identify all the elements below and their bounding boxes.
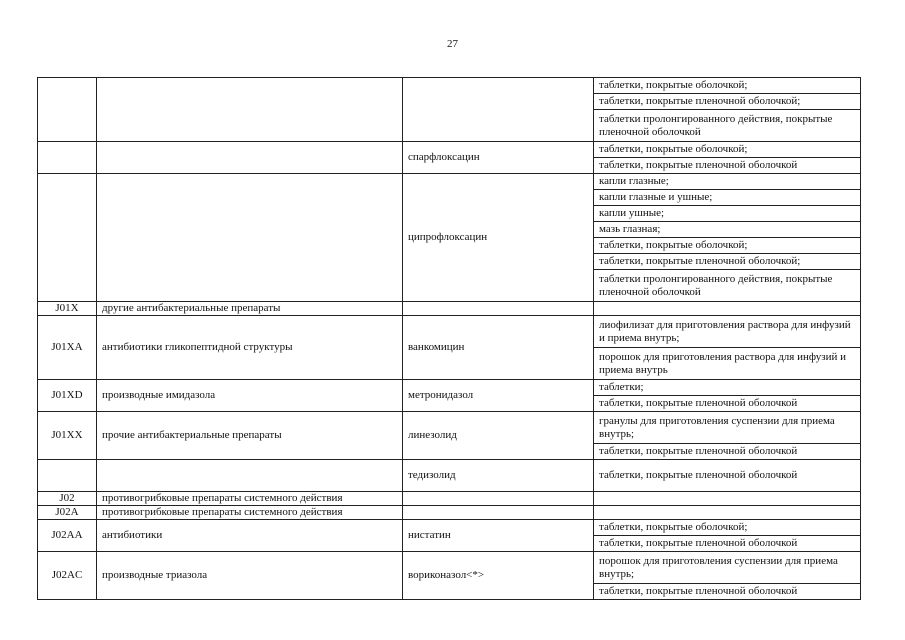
group-cell: антибиотики — [97, 520, 403, 552]
inn-cell — [403, 78, 594, 142]
inn-cell: вориконазол<*> — [403, 552, 594, 600]
table-row — [38, 174, 861, 190]
atc-code-cell: J02 — [38, 492, 97, 506]
table-row — [38, 302, 861, 316]
table-row — [38, 552, 861, 584]
atc-code-cell — [38, 78, 97, 142]
group-cell — [97, 78, 403, 142]
table-row — [38, 412, 861, 444]
group-cell: другие антибактериальные препараты — [97, 302, 403, 316]
table-row — [38, 492, 861, 506]
group-cell: прочие антибактериальные препараты — [97, 412, 403, 460]
table-row — [38, 520, 861, 536]
atc-code-cell — [38, 142, 97, 174]
dosage-form-cell: капли глазные; — [594, 174, 861, 190]
dosage-form-cell — [594, 506, 861, 520]
group-cell: антибиотики гликопептидной структуры — [97, 316, 403, 380]
inn-cell — [403, 506, 594, 520]
dosage-form-cell — [594, 492, 861, 506]
atc-code-cell: J01XD — [38, 380, 97, 412]
page-number: 27 — [447, 38, 458, 50]
dosage-form-cell: мазь глазная; — [594, 222, 861, 238]
dosage-form-cell: таблетки; — [594, 380, 861, 396]
dosage-form-cell: капли глазные и ушные; — [594, 190, 861, 206]
atc-code-cell: J01XX — [38, 412, 97, 460]
inn-cell — [403, 302, 594, 316]
dosage-form-cell: порошок для приготовления суспензии для приема внутрь; — [594, 552, 861, 584]
dosage-form-cell: таблетки, покрытые пленочной оболочкой — [594, 536, 861, 552]
inn-cell: спарфлоксацин — [403, 142, 594, 174]
dosage-form-cell: капли ушные; — [594, 206, 861, 222]
dosage-form-cell: таблетки, покрытые пленочной оболочкой — [594, 158, 861, 174]
table-row — [38, 142, 861, 158]
table-row — [38, 78, 861, 94]
atc-code-cell: J02A — [38, 506, 97, 520]
dosage-form-cell: таблетки, покрытые пленочной оболочкой — [594, 396, 861, 412]
dosage-form-cell: порошок для приготовления раствора для инфузий и приема внутрь — [594, 348, 861, 380]
dosage-form-cell — [594, 302, 861, 316]
inn-cell: тедизолид — [403, 460, 594, 492]
table-row — [38, 460, 861, 492]
atc-code-cell: J02AA — [38, 520, 97, 552]
atc-code-cell: J01X — [38, 302, 97, 316]
dosage-form-cell: таблетки, покрытые оболочкой; — [594, 142, 861, 158]
atc-code-cell: J01XA — [38, 316, 97, 380]
group-cell: противогрибковые препараты системного действия — [97, 506, 403, 520]
group-cell — [97, 142, 403, 174]
table-row — [38, 316, 861, 348]
group-cell: производные триазола — [97, 552, 403, 600]
group-cell — [97, 174, 403, 302]
atc-code-cell — [38, 460, 97, 492]
dosage-form-cell: лиофилизат для приготовления раствора для инфузий и приема внутрь; — [594, 316, 861, 348]
group-cell — [97, 460, 403, 492]
group-cell: производные имидазола — [97, 380, 403, 412]
inn-cell: ципрофлоксацин — [403, 174, 594, 302]
dosage-form-cell: таблетки, покрытые оболочкой; — [594, 238, 861, 254]
table-row — [38, 506, 861, 520]
dosage-form-cell: гранулы для приготовления суспензии для приема внутрь; — [594, 412, 861, 444]
inn-cell: ванкомицин — [403, 316, 594, 380]
inn-cell — [403, 492, 594, 506]
dosage-form-cell: таблетки пролонгированного действия, покрытые пленочной оболочкой — [594, 270, 861, 302]
dosage-form-cell: таблетки, покрытые пленочной оболочкой — [594, 444, 861, 460]
dosage-form-cell: таблетки, покрытые пленочной оболочкой; — [594, 94, 861, 110]
dosage-form-cell: таблетки, покрытые пленочной оболочкой — [594, 584, 861, 600]
drug-list-table — [37, 77, 861, 600]
dosage-form-cell: таблетки, покрытые пленочной оболочкой; — [594, 254, 861, 270]
inn-cell: линезолид — [403, 412, 594, 460]
dosage-form-cell: таблетки пролонгированного действия, покрытые пленочной оболочкой — [594, 110, 861, 142]
dosage-form-cell: таблетки, покрытые оболочкой; — [594, 78, 861, 94]
inn-cell: нистатин — [403, 520, 594, 552]
table-row — [38, 380, 861, 396]
inn-cell: метронидазол — [403, 380, 594, 412]
atc-code-cell: J02AC — [38, 552, 97, 600]
dosage-form-cell: таблетки, покрытые оболочкой; — [594, 520, 861, 536]
group-cell: противогрибковые препараты системного действия — [97, 492, 403, 506]
atc-code-cell — [38, 174, 97, 302]
dosage-form-cell: таблетки, покрытые пленочной оболочкой — [594, 460, 861, 492]
